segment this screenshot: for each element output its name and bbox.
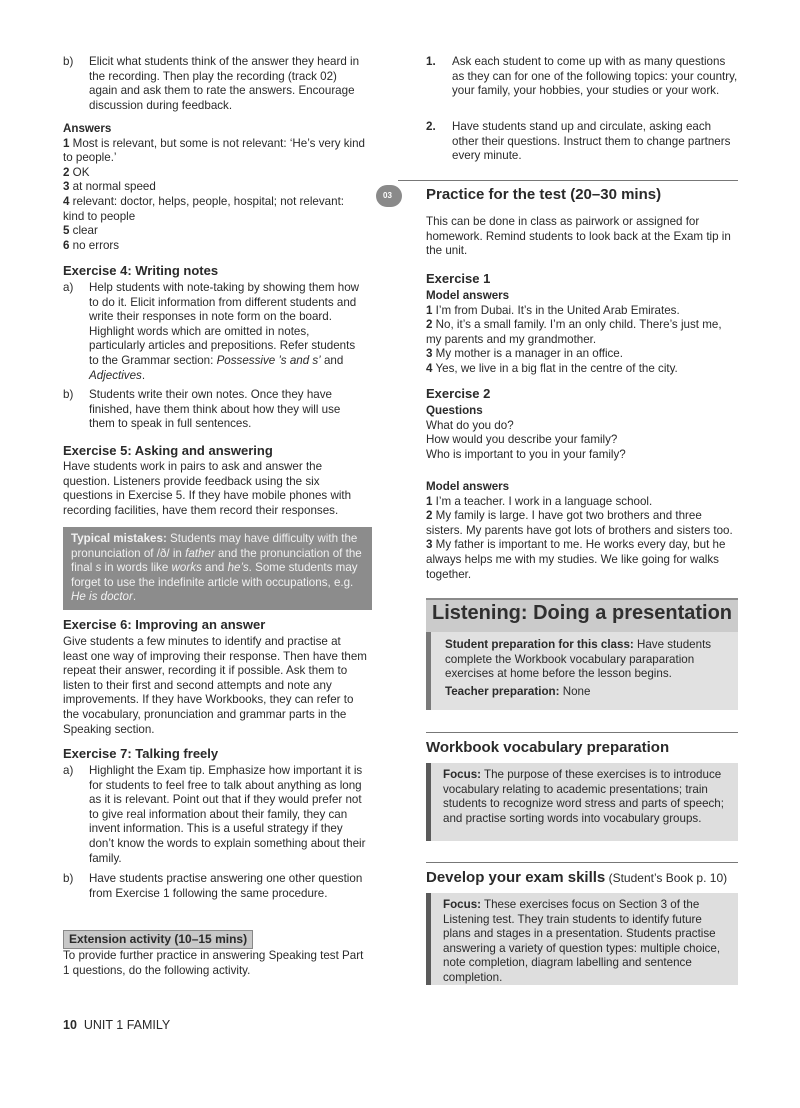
divider [426,732,738,733]
ex2-model-answers: Model answers 1 I’m a teacher. I work in a language school. 2 My family is large. I have got two brothers and three sisters. My parents have got lots of brothers and sisters too. 3 My father is important to me. He works every day, but he always helps me with my studies. We like going for walks together. [426,480,738,582]
ex7-heading: Exercise 7: Talking freely [63,746,219,761]
answer-line: 5 clear [63,224,98,238]
preparation-box: Student preparation for this class: Have students complete the Workbook vocabulary paraparation exercises at home before the lesson begins. Teacher preparation: None [426,632,738,710]
extension-text: To provide further practice in answering Speaking test Part 1 questions, do the following activity. [63,949,364,977]
answer-line: 3 My father is important to me. He works every day, but he always helps me with my studies. We like going for walks together. [426,538,726,581]
ex4-item-a: a) Help students with note-taking by showing them how to do it. Elicit information from different students and write their responses in note form on the board. Highlight words which are omitted in notes, particularly articles and prepositions. Refer students to the Grammar section: Possessive ’s and s’ and Adjectives. [63,281,360,382]
unit-label: UNIT 1 FAMILY [83,1018,171,1032]
answer-line: 1 Most is relevant, but some is not relevant: ‘He’s very kind to people.’ [63,136,366,165]
answers-block [63,122,368,253]
ex1-heading: Exercise 1 [426,271,491,286]
ex5-text: Have students work in pairs to ask and answer the question. Listeners provide feedback using the six questions in Exercise 5. If they have mobile phones with recording facilities, have them record their responses. [63,460,352,517]
answer-line: 1 I’m a teacher. I work in a language school. [426,494,653,508]
ex4-item-b: b) Students write their own notes. Once they have finished, have them think about how they will use them to speak in full sentences. [63,388,341,431]
practice-heading: Practice for the test (20–30 mins) [426,186,662,203]
answer-line: 2 My family is large. I have got two brothers and three sisters. My parents have got lots of brothers and sisters too. [426,509,733,537]
page-number: 10 [63,1018,77,1032]
item-key: b) [63,55,74,68]
ex5-heading: Exercise 5: Asking and answering [63,443,273,458]
develop-focus-box: Focus: These exercises focus on Section 3 of the Listening test. They train students to identify future plans and stages in a presentation. Students practise answering a variety of question types: multiple choice, note completion, diagram labelling and sentence completion. [426,893,738,985]
ex2-questions: Questions What do you do? How would you describe your family? Who is important to you in your family? [426,404,626,461]
extension-activity-label: Extension activity (10–15 mins) [63,930,253,949]
answer-line: 2 OK [63,165,90,179]
answer-line: 6 no errors [63,238,120,252]
item-text: Elicit what students think of the answer they heard in the recording. Then play the recording (track 02) again and ask them to rate the answers. Encourage discussion during feedback. [89,55,360,112]
item-b-recording [63,55,368,113]
ex7-item-b: b) Have students practise answering one other question from Exercise 1 following the same procedure. [63,872,363,900]
answer-line: 3 My mother is a manager in an office. [426,347,623,361]
develop-heading: Develop your exam skills (Student’s Book p. 10) [426,869,728,886]
ex6-heading: Exercise 6: Improving an answer [63,617,266,632]
answer-line: 3 at normal speed [63,180,156,194]
divider [426,862,738,863]
answer-line: 1 I’m from Dubai. It’s in the United Arab Emirates. [426,303,680,317]
step-2: 2. Have students stand up and circulate, asking each other their questions. Instruct them to change partners every minute. [426,120,731,163]
page-footer [63,1018,170,1033]
ex2-heading: Exercise 2 [426,386,491,401]
ex4-heading: Exercise 4: Writing notes [63,263,219,278]
audio-track-icon: 03 [376,185,402,207]
typical-mistakes-box: Typical mistakes: Students may have difficulty with the pronunciation of /ð/ in father and the pronunciation of the final s in words like works and he’s. Some students may forget to use the indefinite article with occupations, e.g. He is doctor. [63,527,372,610]
ex6-text: Give students a few minutes to identify and practise at least one way of improving their response. Then have them repeat their answer, recording it if possible. Ask them to listen to their first and second attempts and note any improvements. If they have Workbooks, they can refer to the vocabulary, pronunciation and grammar parts in the Speaking section. [63,635,367,736]
listening-title: Listening: Doing a presentation [426,598,738,632]
ex1-answers: Model answers 1 I’m from Dubai. It’s in the United Arab Emirates. 2 No, it’s a small family. I’m an only child. There’s just me, my parents and my grandmother. 3 My mother is a manager in an office. 4 Yes, we live in a big flat in the centre of the city. [426,289,738,377]
answer-line: 4 relevant: doctor, helps, people, hospital; not relevant: kind to people [63,194,345,223]
workbook-heading: Workbook vocabulary preparation [426,739,670,756]
divider [398,180,738,181]
answers-heading: Answers [63,122,112,135]
ex7-item-a: a) Highlight the Exam tip. Emphasize how important it is for students to feel free to talk about anything as long as it is relevant. Point out that if they would prefer not to give real information about their family, they can invent information. This is a useful strategy if they don’t know the words to explain something about their family. [63,764,366,865]
step-1: 1. Ask each student to come up with as many questions as they can for one of the following topics: your country, your family, your hobbies, your studies or your work. [426,55,738,98]
answer-line: 4 Yes, we live in a big flat in the centre of the city. [426,361,678,375]
workbook-focus-box: Focus: The purpose of these exercises is to introduce vocabulary relating to academic presentations; train students to recognize word stress and parts of speech; and practise sorting words into vocabulary groups. [426,763,738,841]
answer-line: 2 No, it’s a small family. I’m an only child. There’s just me, my parents and my grandmother. [426,318,722,346]
practice-intro: This can be done in class as pairwork or assigned for homework. Remind students to look back at the Exam tip in the unit. [426,215,731,258]
